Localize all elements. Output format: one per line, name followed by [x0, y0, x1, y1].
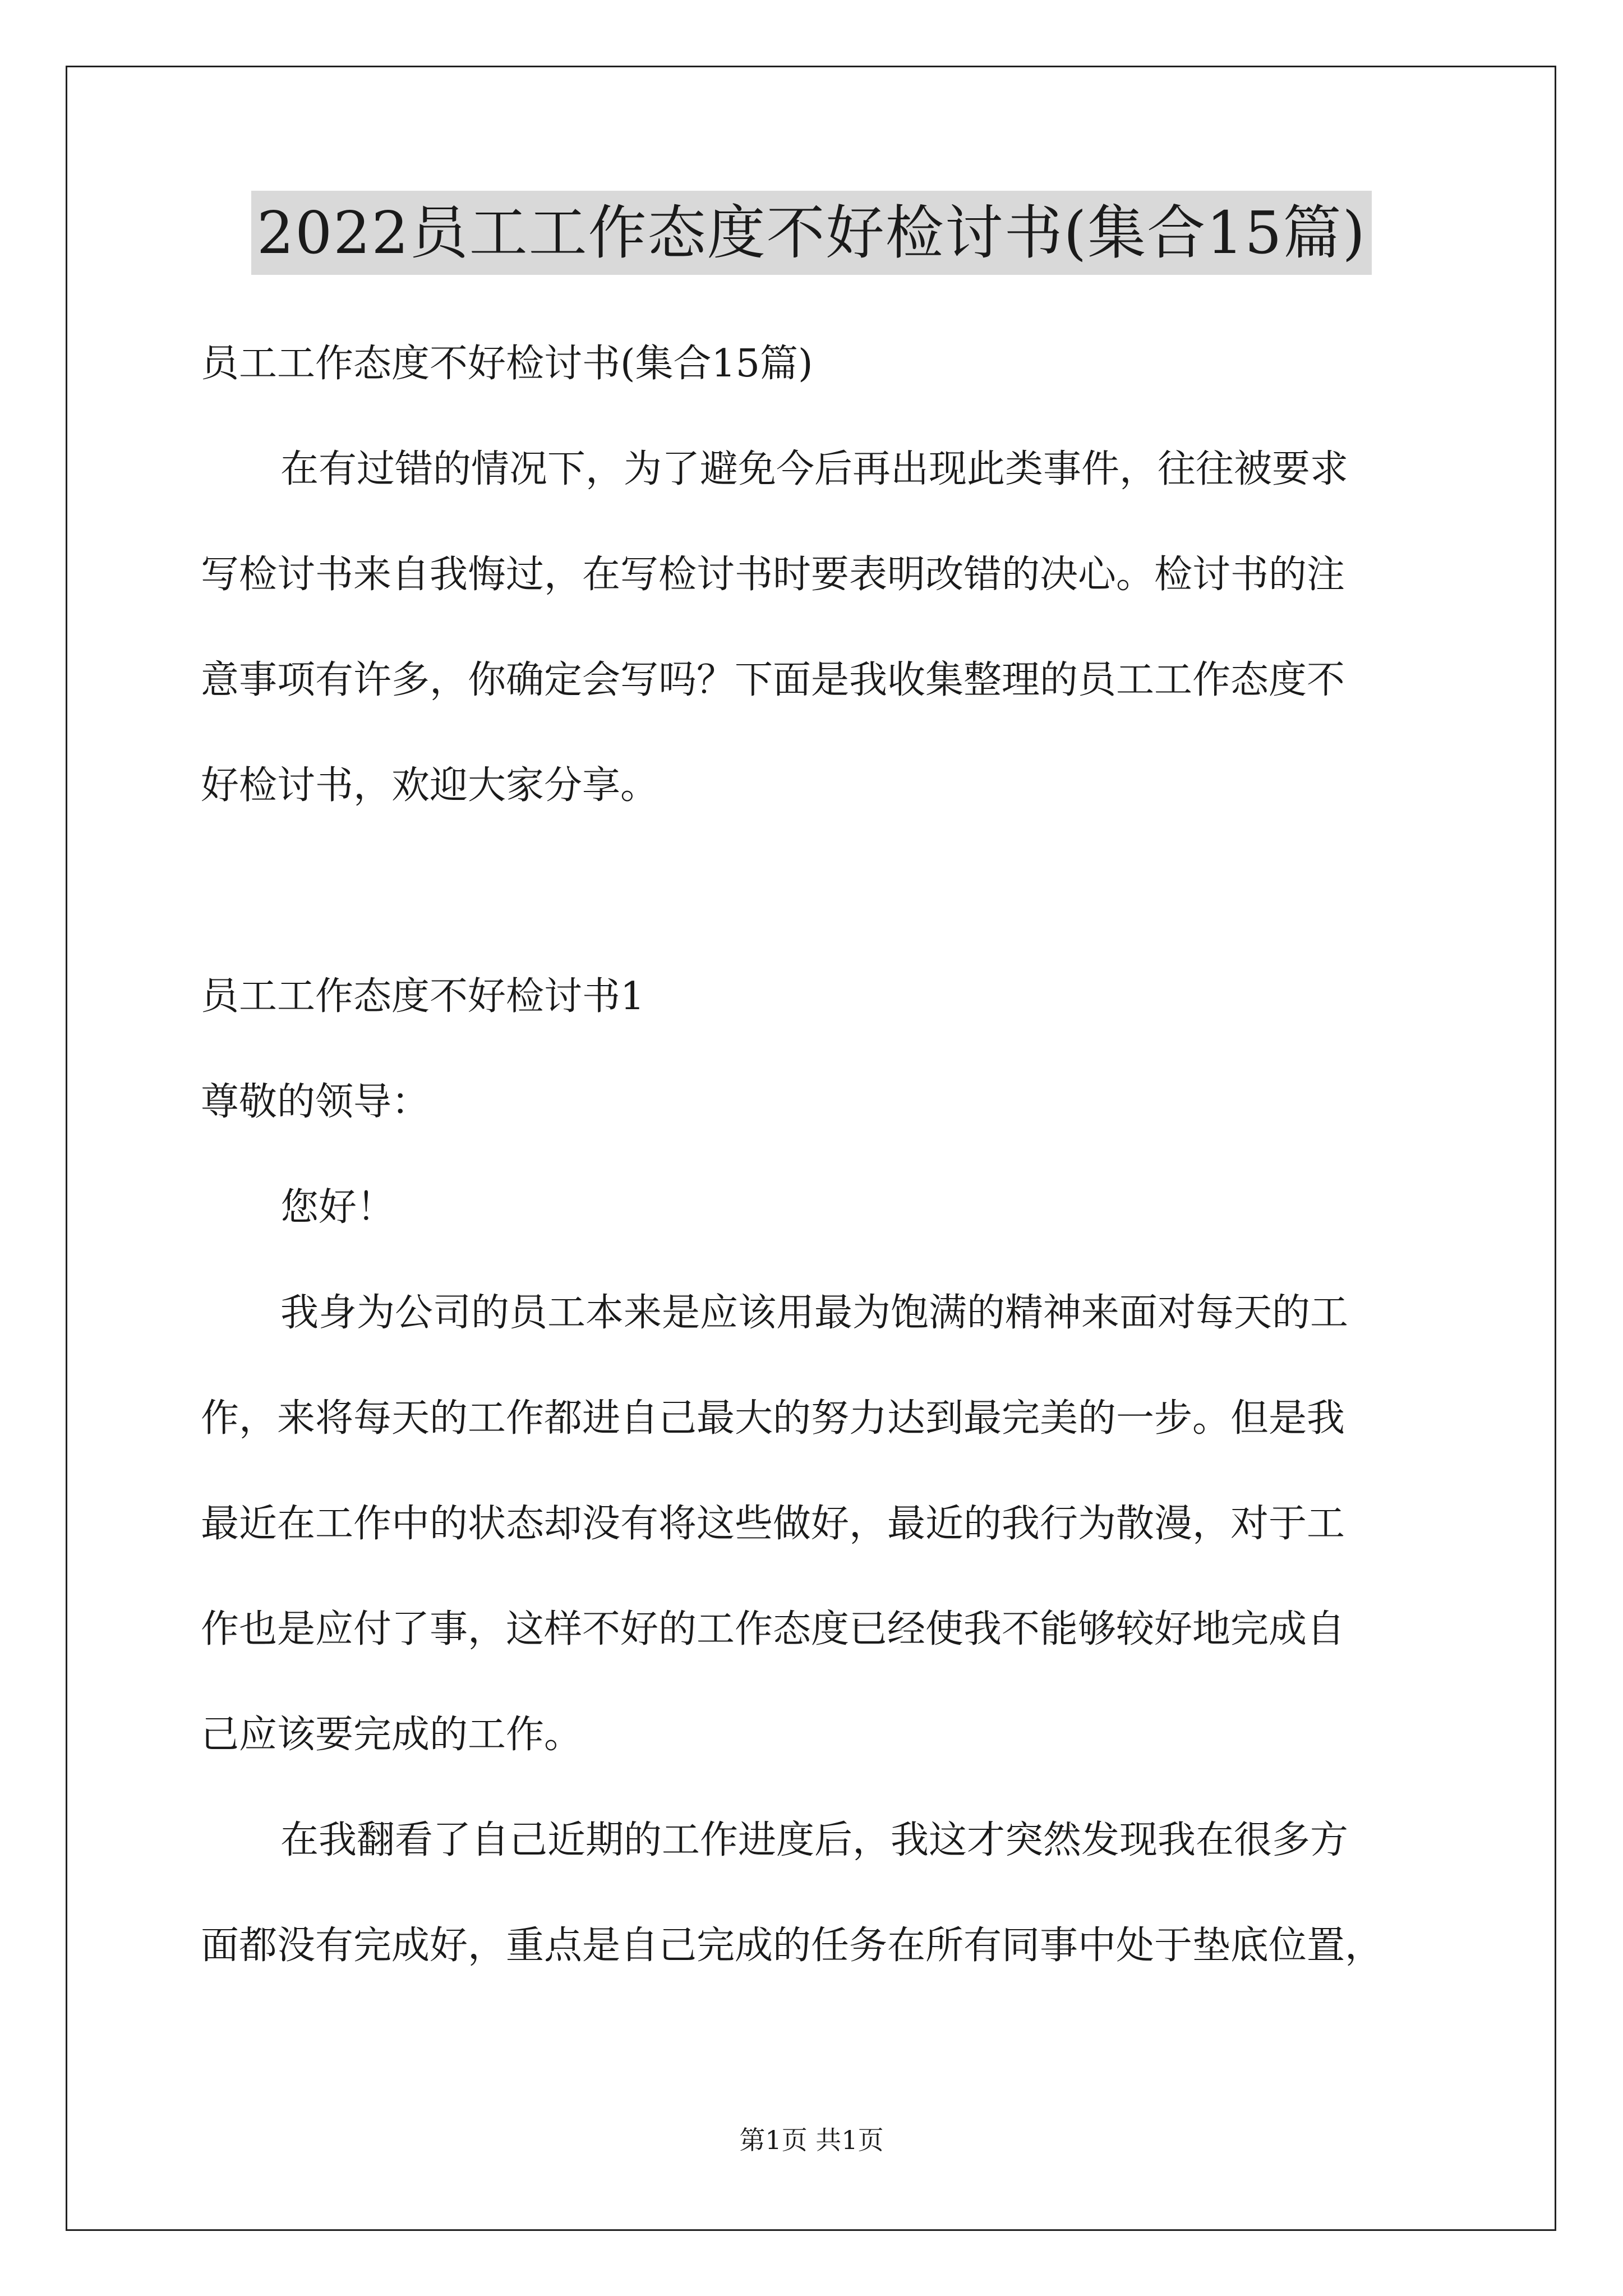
paragraph-line: 我身为公司的员工本来是应该用最为饱满的精神来面对每天的工	[280, 1291, 1349, 1335]
document-title: 2022员工工作态度不好检讨书(集合15篇)	[251, 191, 1372, 275]
paragraph-line: 最近在工作中的状态却没有将这些做好，最近的我行为散漫，对于工	[201, 1502, 1345, 1546]
section-heading: 员工工作态度不好检讨书1	[201, 974, 645, 1019]
intro-line: 在有过错的情况下，为了避免今后再出现此类事件，往往被要求	[280, 447, 1349, 491]
document-body	[201, 311, 1435, 1999]
intro-line: 意事项有许多，你确定会写吗？下面是我收集整理的员工工作态度不	[201, 658, 1345, 702]
paragraph-line: 作，来将每天的工作都进自己最大的努力达到最完美的一步。但是我	[201, 1396, 1345, 1441]
paragraph-line: 己应该要完成的工作。	[201, 1713, 583, 1757]
intro-line: 好检讨书，欢迎大家分享。	[201, 763, 659, 808]
paragraph-line: 作也是应付了事，这样不好的工作态度已经使我不能够较好地完成自	[201, 1607, 1345, 1651]
intro-line: 写检讨书来自我悔过，在写检讨书时要表明改错的决心。检讨书的注	[201, 553, 1345, 597]
paragraph-line: 面都没有完成好，重点是自己完成的任务在所有同事中处于垫底位置，	[201, 1924, 1384, 1968]
greeting: 您好！	[280, 1185, 395, 1230]
page-footer: 第1页 共1页	[739, 2125, 884, 2155]
document-subtitle: 员工工作态度不好检讨书(集合15篇)	[201, 342, 813, 386]
blank-line	[201, 839, 1435, 944]
title-container	[0, 191, 1623, 275]
paragraph-line: 在我翻看了自己近期的工作进度后，我这才突然发现我在很多方	[280, 1818, 1349, 1862]
salutation: 尊敬的领导：	[201, 1080, 430, 1124]
